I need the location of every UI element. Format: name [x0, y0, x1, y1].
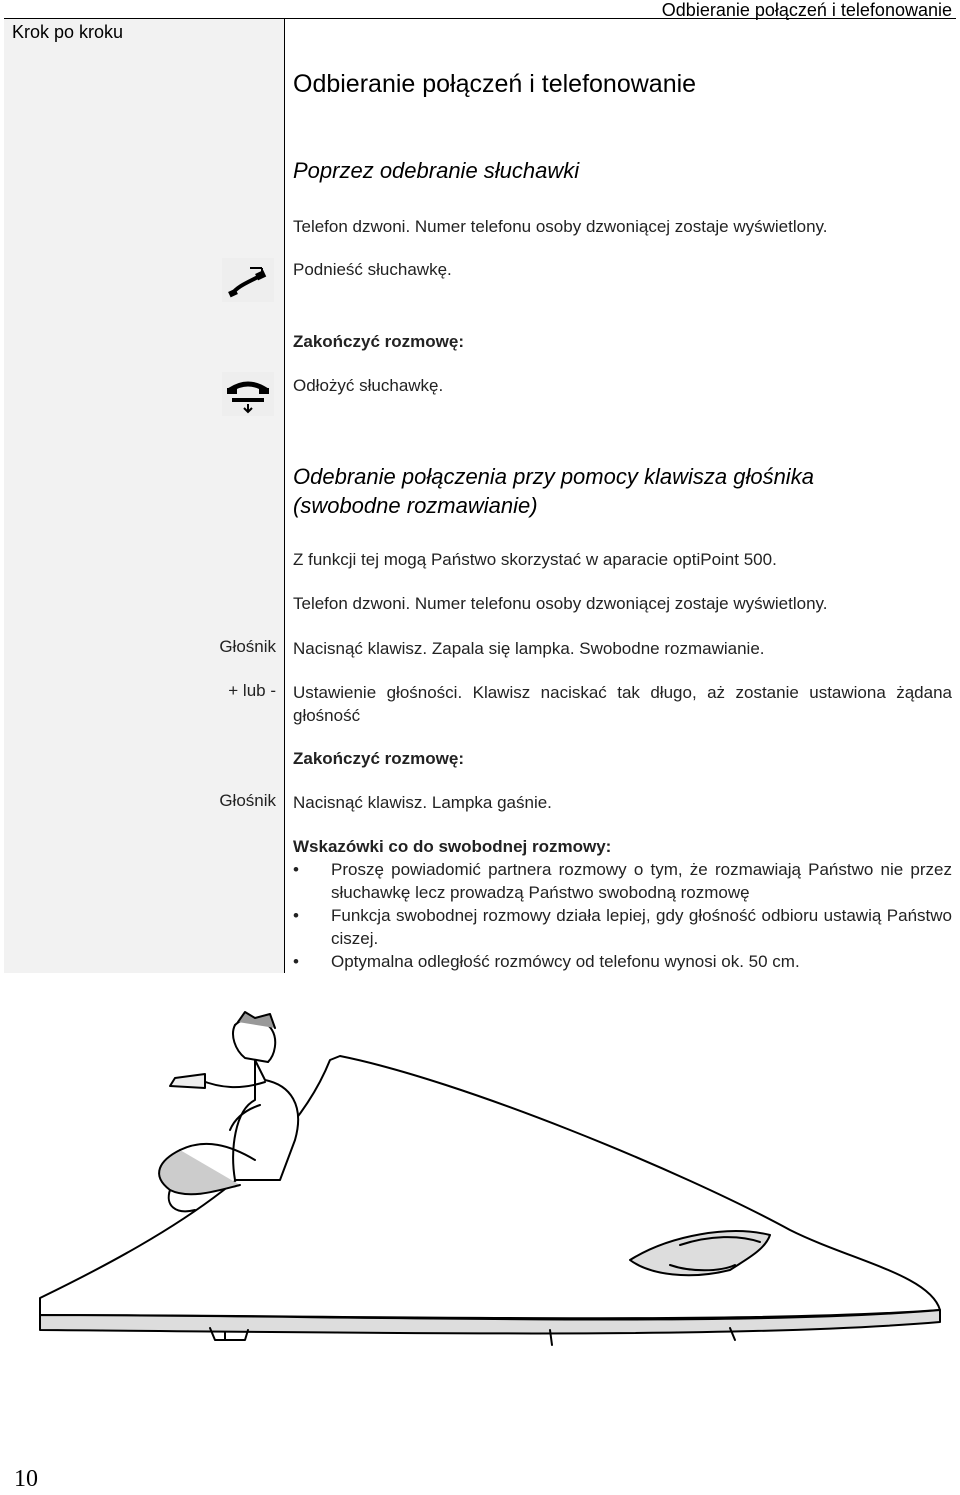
header-right: Odbieranie połączeń i telefonowanie [661, 0, 952, 20]
hints-list [293, 858, 952, 973]
side-label-volume: + lub - [228, 681, 276, 700]
hint-text: Optymalna odległość rozmówcy od telefonu wynosi ok. 50 cm. [331, 952, 800, 971]
side-label-speaker: Głośnik [219, 637, 276, 656]
list-item: • Funkcja swobodnej rozmowy działa lepiej, gdy głośność odbioru ustawią Państwo ciszej. [293, 906, 952, 948]
hint-text: Funkcja swobodnej rozmowy działa lepiej, gdy głośność odbioru ustawią Państwo ciszej. [331, 906, 952, 948]
list-item: • Proszę powiadomić partnera rozmowy o tym, że rozmawiają Państwo nie przez słuchawkę lecz prowadzą Państwo swobodną rozmowę [293, 860, 952, 902]
side-label-speaker-2: Głośnik [219, 791, 276, 810]
handset-lift-icon [222, 258, 274, 302]
section2-p2: Telefon dzwoni. Numer telefonu osoby dzwoniącej zostaje wyświetlony. [293, 594, 828, 613]
section2-p4: Ustawienie głośności. Klawisz naciskać tak długo, aż zostanie ustawiona żądana głośność [293, 683, 952, 725]
section2-heading-line2: (swobodne rozmawianie) [293, 493, 538, 518]
list-item: • Optymalna odległość rozmówcy od telefonu wynosi ok. 50 cm. [293, 952, 800, 971]
section2-end-heading: Zakończyć rozmowę: [293, 749, 464, 768]
section2-p1: Z funkcji tej mogą Państwo skorzystać w aparacie optiPoint 500. [293, 550, 777, 569]
section1-heading: Poprzez odebranie słuchawki [293, 158, 580, 183]
page-title: Odbieranie połączeń i telefonowanie [293, 70, 697, 98]
hints-heading: Wskazówki co do swobodnej rozmowy: [293, 837, 612, 856]
section2-heading-line1: Odebranie połączenia przy pomocy klawisza głośnika [293, 464, 814, 489]
section1-p3: Odłożyć słuchawkę. [293, 376, 444, 395]
left-column [4, 18, 284, 973]
page-number: 10 [14, 1466, 38, 1492]
header-left: Krok po kroku [12, 22, 124, 42]
hint-text: Proszę powiadomić partnera rozmowy o tym, że rozmawiają Państwo nie przez słuchawkę lecz prowadzą Państwo swobodną rozmowę [331, 860, 952, 902]
man-sitting-on-desk-illustration [30, 1010, 950, 1390]
section1-end-heading: Zakończyć rozmowę: [293, 332, 464, 351]
section2-p5: Nacisnąć klawisz. Lampka gaśnie. [293, 793, 552, 812]
section2-p3: Nacisnąć klawisz. Zapala się lampka. Swobodne rozmawianie. [293, 639, 765, 658]
section1-p2: Podnieść słuchawkę. [293, 260, 452, 279]
handset-hangup-icon [222, 372, 274, 416]
section1-p1: Telefon dzwoni. Numer telefonu osoby dzwoniącej zostaje wyświetlony. [293, 217, 828, 236]
column-divider [284, 18, 285, 973]
